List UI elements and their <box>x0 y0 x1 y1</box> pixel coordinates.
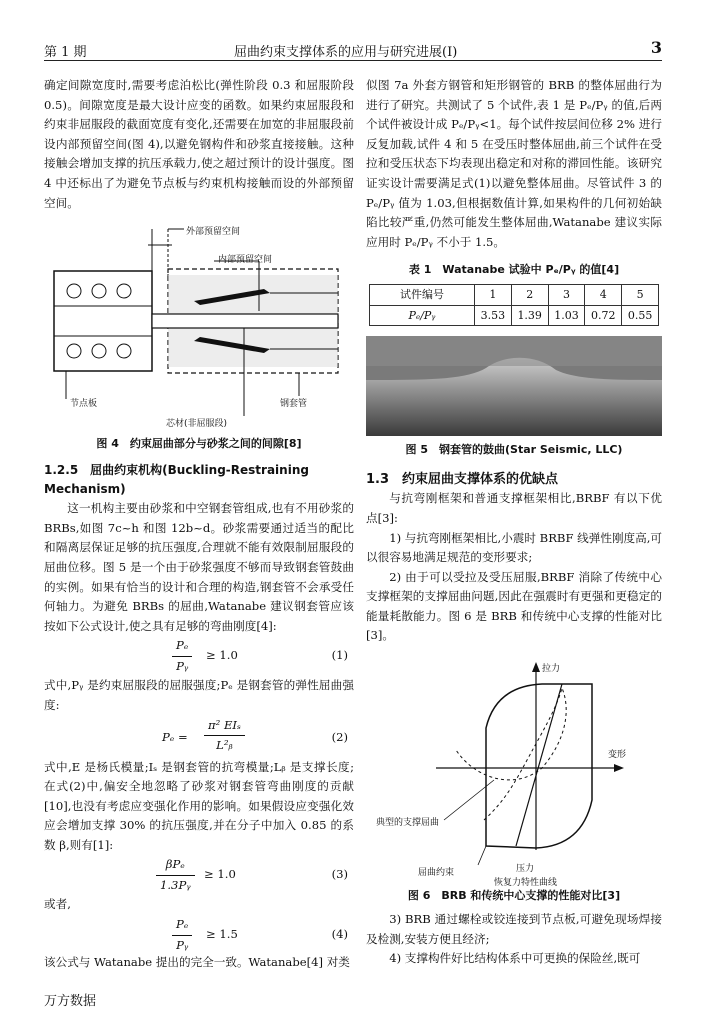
eq4-denominator: Pᵧ <box>176 937 189 952</box>
paragraph: 这一机构主要由砂浆和中空钢套管组成,也有不用砂浆的 BRBs,如图 7c~h 和图 12b~d。砂浆需要通过适当的配比和隔离层保证足够的抗压强度,合理就不能有效限制屈服段的屈曲位移。图 5 是一个由于砂浆强度不够而导致钢套管鼓曲的实例。如果有恰当的设计和合理的构造,钢套管不会承受任何轴力。为避免 BRBs 的屈曲,Watanabe 建议钢套管应该按如下公式设计,使之具有足够的弯曲刚度[4]: <box>44 501 354 633</box>
label-tube: 钢套管 <box>280 399 308 410</box>
paragraph: 3) BRB 通过螺栓或铰连接到节点板,可避免现场焊接及检测,安装方便且经济; <box>366 912 662 946</box>
eq2-numerator: π² EIₛ <box>204 716 245 737</box>
paragraph: 1) 与抗弯刚框架相比,小震时 BRBF 线弹性刚度高,可以很容易地满足规范的变形要求; <box>366 530 663 565</box>
eq3-numerator: βPₑ <box>156 855 195 876</box>
watermark-footer: 万方数据 <box>44 994 97 1009</box>
table-cell: 3.53 <box>475 305 512 326</box>
right-column <box>366 76 662 969</box>
table-1 <box>369 284 659 326</box>
table-cell: 2 <box>511 284 548 305</box>
paragraph-or: 或者, <box>44 897 71 912</box>
label-brb: 屈曲约束 <box>418 868 455 879</box>
figure-5-caption: 图 5 钢套管的鼓曲(Star Seismic, LLC) <box>405 443 623 457</box>
figure-5-photo <box>366 336 662 436</box>
eq2-number: (2) <box>331 729 348 744</box>
equation-1 <box>44 636 354 676</box>
label-inner-gap: 内部预留空间 <box>218 255 273 266</box>
table-row <box>370 284 659 305</box>
label-hysteresis: 恢复力特性曲线 <box>494 878 558 889</box>
paragraph: 似图 7a 外套方钢管和矩形钢管的 BRB 的整体屈曲行为进行了研究。共测试了 5 个试件,表 1 是 Pₑ/Pᵧ 的值,后两个试件被设计成 Pₑ/Pᵧ<1。每个试件按层间位移 2% 进行反复加载,试件 4 和 5 在受压时整体屈曲,前三个试件在受拉和受压状态下均表现出稳定和对称的滞回性能。该研究证实设计需要满足式(1)以避免整体屈曲。尽管试件 3 的 Pₑ/Pᵧ 值为 1.03,但根据数值计算,如果构件的几何初始缺陷比较严重,仍然可能发生整体屈曲,Watanabe 建议实际应用时 Pₑ/Pᵧ 不小于 1.5。 <box>366 78 662 249</box>
page-number: 3 <box>650 38 662 57</box>
figure-6 <box>366 650 662 903</box>
table-cell: Pₑ/Pᵧ <box>370 305 475 326</box>
label-core: 芯材(非屈服段) <box>166 419 228 430</box>
paragraph: 式中,Pᵧ 是约束屈服段的屈服强度;Pₑ 是钢套管的弹性屈曲强度: <box>44 678 354 712</box>
table-1-caption: 表 1 Watanabe 试验中 Pₑ/Pᵧ 的值[4] <box>408 263 620 277</box>
label-gusset: 节点板 <box>70 399 98 410</box>
eq1-relation: ≥ 1.0 <box>206 648 238 663</box>
paragraph: 4) 支撑构件好比结构体系中可更换的保险丝,既可 <box>389 951 641 966</box>
table-cell: 1.03 <box>548 305 585 326</box>
paragraph: 与抗弯刚框架和普通支撑框架相比,BRBF 有以下优点[3]: <box>366 491 662 525</box>
eq4-relation: ≥ 1.5 <box>206 927 238 942</box>
label-deformation: 变形 <box>608 750 627 761</box>
paragraph: 2) 由于可以受拉及受压屈服,BRBF 消除了传统中心支撑框架的支撑屈曲问题,因此在强震时有更强和更稳定的能量耗散能力。图 6 是 BRB 和传统中心支撑的性能对比[3]。 <box>366 569 662 643</box>
paragraph: 该公式与 Watanabe 提出的完全一致。Watanabe[4] 对类 <box>44 955 350 970</box>
section-1-3-heading: 1.3 约束屈曲支撑体系的优缺点 <box>366 471 559 487</box>
table-cell: 4 <box>585 284 622 305</box>
eq1-numerator: Pₑ <box>172 636 192 657</box>
eq1-denominator: Pᵧ <box>176 658 189 673</box>
equation-4 <box>44 915 354 953</box>
eq4-numerator: Pₑ <box>172 915 192 936</box>
paragraph: 确定间隙宽度时,需要考虑泊松比(弹性阶段 0.3 和屈服阶段 0.5)。间隙宽度是最大设计应变的函数。如果约束屈服段和约束非屈服段的截面宽度有变化,还需要在加宽的非屈服段前设内部预留空间(图 4),以避免钢构件和砂浆直接接触。这种接触会增加支撑的抗压承载力,使之超过预计的设计强度。图 4 中还标出了为避免节点板与约束机构接触而设的外部预留空间。 <box>44 78 354 210</box>
page-header <box>44 38 662 61</box>
table-cell: 5 <box>622 284 659 305</box>
table-cell: 0.55 <box>622 305 659 326</box>
figure-4 <box>44 221 354 453</box>
eq4-number: (4) <box>331 927 348 942</box>
issue-number: 第 1 期 <box>44 45 87 60</box>
label-outer-gap: 外部预留空间 <box>186 227 241 238</box>
table-cell: 试件编号 <box>370 284 475 305</box>
section-1-2-5-heading: 1.2.5 屈曲约束机构(Buckling-Restraining Mechanism) <box>44 463 309 497</box>
left-column <box>44 76 354 973</box>
figure-4-caption: 图 4 约束屈曲部分与砂浆之间的间隙[8] <box>96 437 302 451</box>
equation-2 <box>44 716 354 758</box>
equation-3 <box>44 855 354 895</box>
eq3-relation: ≥ 1.0 <box>204 867 236 882</box>
table-cell: 0.72 <box>585 305 622 326</box>
eq1-number: (1) <box>331 648 348 663</box>
table-cell: 3 <box>548 284 585 305</box>
label-typical-brace: 典型的支撑屈曲 <box>376 818 440 829</box>
eq3-number: (3) <box>331 867 348 882</box>
running-title: 屈曲约束支撑体系的应用与研究进展(Ⅰ) <box>234 45 458 60</box>
table-cell: 1.39 <box>511 305 548 326</box>
table-cell: 1 <box>475 284 512 305</box>
label-compression: 压力 <box>516 864 535 875</box>
paragraph: 式中,E 是杨氏模量;Iₛ 是钢套管的抗弯模量;Lᵦ 是支撑长度;在式(2)中,偏安全地忽略了砂浆对钢套管弯曲刚度的贡献[10],也没有考虑应变强化作用的影响。如果假设应变强化效应会增加支撑 30% 的抗压强度,并在分子中加入 0.85 的系数 β,则有[1]: <box>44 759 354 852</box>
eq2-lhs: Pₑ = <box>162 729 188 744</box>
figure-6-caption: 图 6 BRB 和传统中心支撑的性能对比[3] <box>407 889 621 903</box>
eq3-denominator: 1.3Pᵧ <box>160 878 191 893</box>
table-row <box>370 305 659 326</box>
eq2-denominator: L²ᵦ <box>216 738 233 753</box>
label-tension: 拉力 <box>542 664 561 675</box>
